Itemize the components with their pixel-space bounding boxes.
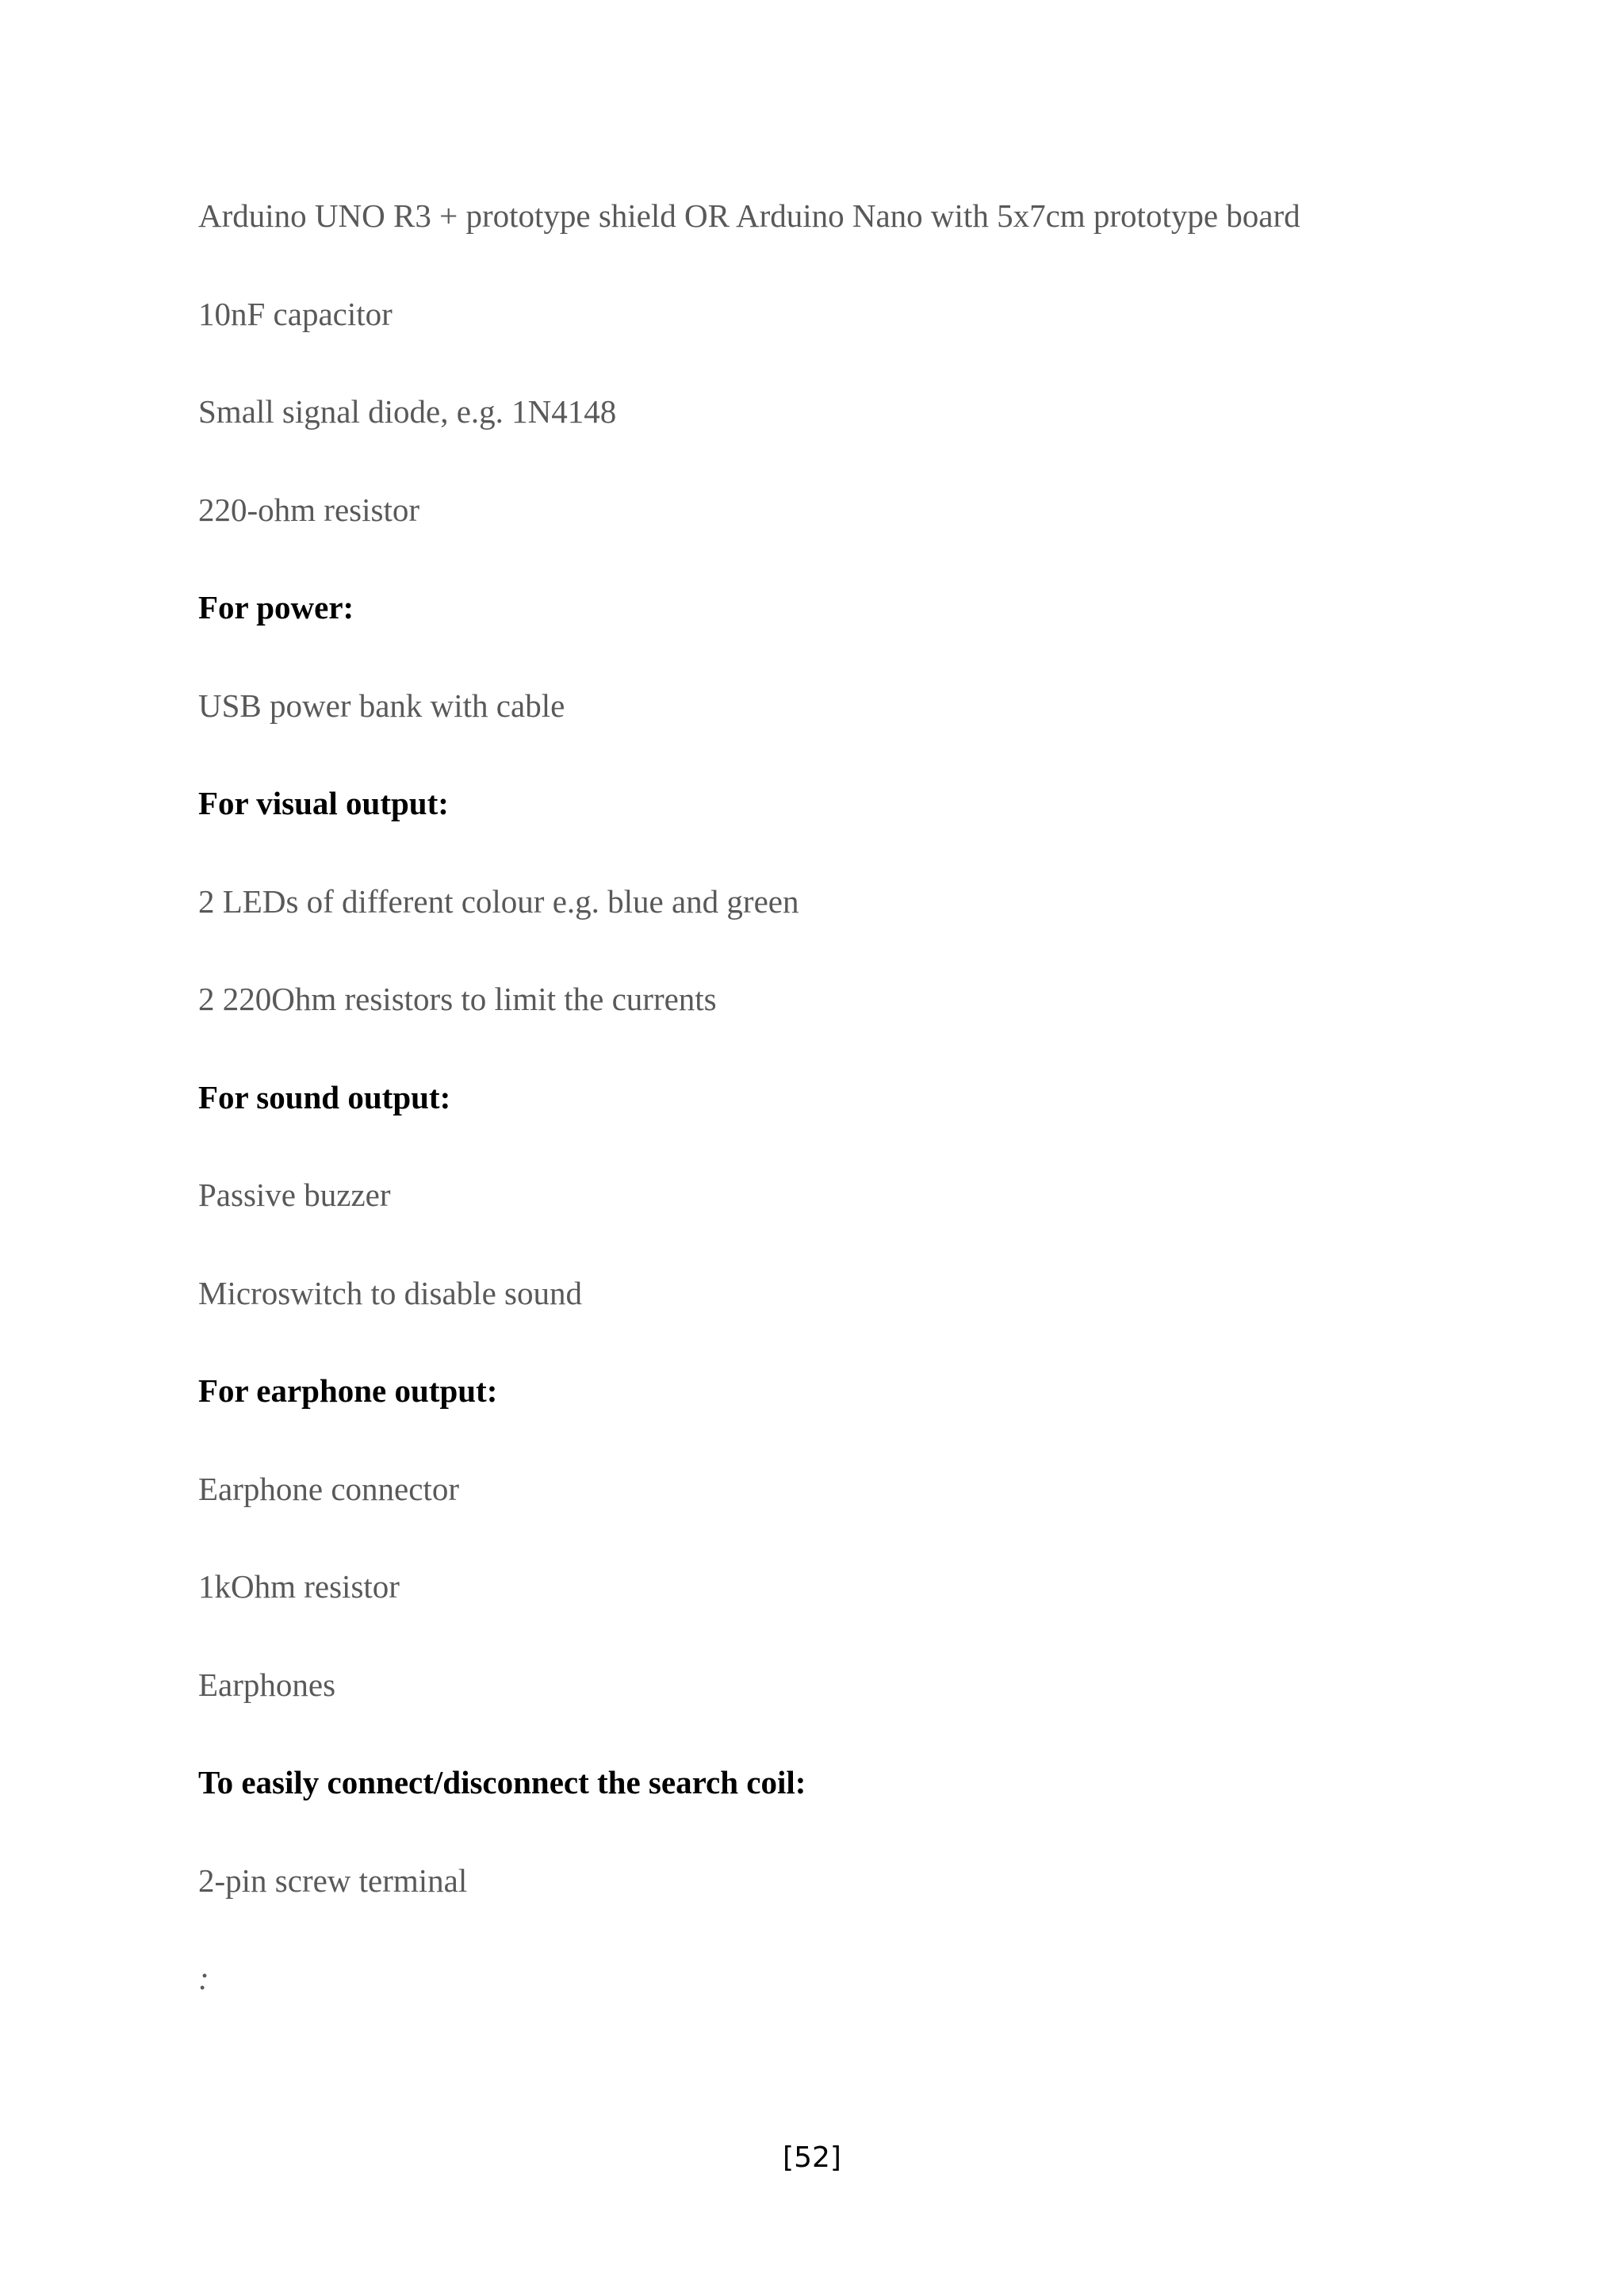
list-item: Arduino UNO R3 + prototype shield OR Arduino Nano with 5x7cm prototype board (198, 197, 1300, 234)
list-item: 2-pin screw terminal (198, 1862, 468, 1899)
list-item: 2 220Ohm resistors to limit the currents (198, 981, 717, 1017)
trailing-colon: : (198, 1960, 209, 1996)
list-item: 2 LEDs of different colour e.g. blue and green (198, 882, 799, 920)
section-heading-search-coil: To easily connect/disconnect the search coil: (198, 1764, 806, 1800)
section-heading-sound-output: For sound output: (198, 1078, 451, 1115)
section-heading-power: For power: (198, 589, 354, 626)
page-number: [52] (783, 2141, 841, 2174)
section-heading-earphone-output: For earphone output: (198, 1372, 498, 1409)
section-heading-visual-output: For visual output: (198, 785, 449, 821)
list-item: Microswitch to disable sound (198, 1274, 582, 1311)
list-item: 10nF capacitor (198, 295, 393, 332)
list-item: USB power bank with cable (198, 687, 565, 724)
list-item: Earphones (198, 1666, 336, 1703)
list-item: Small signal diode, e.g. 1N4148 (198, 393, 617, 430)
list-item: Passive buzzer (198, 1177, 391, 1213)
list-item: Earphone connector (198, 1470, 459, 1507)
list-item: 1kOhm resistor (198, 1568, 400, 1605)
list-item: 220-ohm resistor (198, 491, 419, 528)
parts-list (198, 192, 1300, 2053)
